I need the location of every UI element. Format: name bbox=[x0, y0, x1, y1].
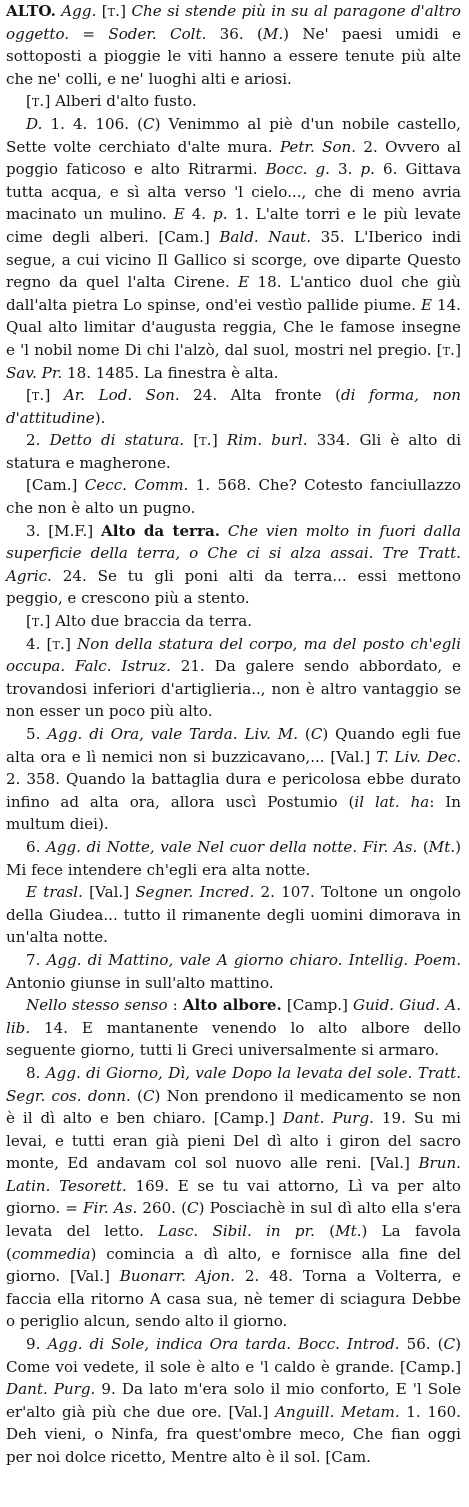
entry-text: 14. Qual alto limitar d'augusta reggia, Che le famose insegne e 'l nobil nome Di chi l'alzò, dal suol, mostri nel pregio. [ bbox=[6, 295, 461, 359]
entry-italic-text: il lat. ha bbox=[354, 792, 430, 811]
entry-text: 169. E se tu vai attorno, Lì va per alto giorno. = bbox=[6, 1176, 461, 1218]
entry-italic-text: p. bbox=[360, 160, 375, 179]
entry-text: 21. Da galere sendo abbordato, e trovandosi inferiori d'artiglieria.., non è altro vantaggio se non esser un poco più alto. bbox=[6, 657, 461, 721]
entry-text: [ bbox=[26, 92, 32, 111]
entry-paragraph bbox=[6, 994, 461, 1062]
entry-text: 2. 48. Torna a Volterra, e faccia ella ritorno A casa sua, nè temer di sciagura Debbe o periglio alcun, sendo alto il giorno. bbox=[6, 1267, 461, 1331]
entry-text: ] bbox=[44, 386, 64, 405]
entry-text: : bbox=[167, 996, 183, 1015]
entry-italic-text: C bbox=[443, 1335, 456, 1354]
entry-italic-text: Nello stesso senso bbox=[26, 996, 168, 1015]
source-tag: t. bbox=[442, 340, 456, 359]
entry-text: 18. 1485. La finestra è alta. bbox=[62, 363, 279, 382]
entry-text: 6. Gittava tutta acqua, e sì alta verso 'l cielo..., che di meno avria macinato un mulino. bbox=[6, 160, 461, 224]
entry-italic-text: T. Liv. Dec. bbox=[376, 747, 461, 766]
entry-italic-text: Guid. Giud. A. lib. bbox=[6, 996, 461, 1037]
entry-text: ) Ne' paesi umidi e sottoposti a pioggie le viti hanno a essere tenute più alte che ne' colli, e ne' luoghi alti e ariosi. bbox=[6, 24, 461, 88]
entry-text: 6. bbox=[26, 837, 46, 856]
entry-phrase-headword: Alto albore. bbox=[182, 996, 282, 1015]
entry-italic-text: Mt. bbox=[428, 837, 456, 856]
entry-italic-text: Bald. Naut. bbox=[219, 227, 312, 246]
entry-text: 5. bbox=[26, 725, 48, 743]
entry-italic-text: C bbox=[310, 725, 323, 743]
entry-italic-text: Soder. Colt. bbox=[108, 24, 207, 43]
entry-italic-text: Che vien molto in fuori dalla superficie della terra, o Che ci si alza assai. Tre Tratt. Agric. bbox=[6, 521, 461, 585]
entry-italic-text: E trasl. bbox=[26, 883, 83, 902]
entry-italic-text: E bbox=[420, 295, 432, 314]
entry-italic-text: M. bbox=[262, 24, 284, 43]
entry-text: ( bbox=[130, 1086, 143, 1105]
entry-text: 260. ( bbox=[137, 1199, 187, 1218]
entry-text: 3. [M.F.] bbox=[26, 521, 102, 540]
entry-text: 1. L'alte torri e le più levate cime degli alberi. [Cam.] bbox=[6, 205, 461, 246]
entry-italic-text: p. bbox=[213, 205, 228, 224]
entry-text: 14. E mantanente venendo lo alto albore dello seguente giorno, tutti li Greci universalmente si armaro. bbox=[6, 1018, 461, 1060]
entry-paragraph bbox=[6, 113, 461, 384]
entry-phrase-headword: Alto da terra. bbox=[101, 521, 220, 540]
source-tag: t. bbox=[31, 386, 45, 405]
entry-italic-text: Mt. bbox=[335, 1222, 362, 1241]
entry-text: 3. bbox=[329, 160, 361, 179]
source-tag: t. bbox=[31, 612, 45, 631]
entry-paragraph bbox=[6, 90, 461, 113]
source-tag: t. bbox=[107, 2, 121, 20]
source-tag: t. bbox=[31, 92, 45, 111]
entry-italic-text: Dant. Purg. bbox=[6, 1380, 96, 1399]
entry-text: ( bbox=[314, 1222, 336, 1241]
entry-italic-text: commedia bbox=[11, 1244, 91, 1263]
entry-italic-text: Ar. Lod. Son. bbox=[63, 386, 180, 405]
entry-text: ) Venimmo al piè d'un nobile castello, Sette volte cerchiato d'alte mura. bbox=[6, 114, 461, 156]
entry-text: ) Posciachè in sul dì alto ella s'era levata del letto. bbox=[6, 1199, 461, 1241]
entry-headword: ALTO. bbox=[6, 2, 56, 20]
entry-paragraph bbox=[6, 520, 461, 610]
entry-text bbox=[220, 522, 228, 540]
entry-text: ] bbox=[211, 431, 227, 450]
entry-italic-text: Lasc. Sibil. in pr. bbox=[158, 1222, 315, 1241]
entry-paragraph bbox=[6, 429, 461, 474]
entry-paragraph bbox=[6, 633, 461, 723]
entry-paragraph bbox=[6, 474, 461, 519]
entry-italic-text: Che si stende più in su al paragone d'altro oggetto. bbox=[6, 2, 461, 43]
entry-text: ). bbox=[94, 408, 106, 427]
entry-italic-text: Dant. Purg. bbox=[282, 1109, 374, 1128]
entry-text: 19. Su mi levai, e tutti eran già pieni Del dì alto i giron del sacro monte, Ed andavam col sol nuovo alle reni. [Val.] bbox=[6, 1109, 461, 1173]
entry-text: [Val.] bbox=[82, 883, 136, 902]
entry-italic-text: Agg. di Ora, vale Tarda. Liv. M. bbox=[47, 725, 299, 743]
entry-text: ) comincia a dì alto, e fornisce alla fine del giorno. [Val.] bbox=[6, 1244, 461, 1286]
entry-text: ) Non prendono il medicamento se non è il dì alto e ben chiaro. [Camp.] bbox=[6, 1086, 461, 1128]
entry-text: 4. bbox=[184, 205, 214, 224]
entry-paragraph bbox=[6, 384, 461, 429]
entry-italic-text: Buonarr. Ajon. bbox=[119, 1267, 235, 1286]
entry-text: [ bbox=[96, 2, 108, 20]
entry-text: ( bbox=[298, 725, 311, 743]
entry-italic-text: Non della statura del corpo, ma del posto ch'egli occupa. Falc. Istruz. bbox=[6, 634, 462, 676]
entry-italic-text: C bbox=[143, 114, 155, 133]
entry-italic-text: D. bbox=[26, 114, 43, 133]
entry-text: [Cam.] bbox=[26, 476, 85, 495]
entry-italic-text: Brun. Latin. Tesorett. bbox=[6, 1154, 461, 1195]
entry-italic-text: Agg. bbox=[61, 2, 97, 20]
entry-text: 1. 160. Deh vieni, o Ninfa, fra quest'ombre meco, Che fian oggi per noi dolce ricetto, Mentre alto è il sol. [Cam. bbox=[6, 1402, 461, 1466]
entry-text: ) Mi fece intendere ch'egli era alta notte. bbox=[6, 837, 462, 879]
entry-definition-main bbox=[6, 0, 461, 90]
entry-text: [ bbox=[26, 612, 32, 631]
entry-italic-text: Sav. Pr. bbox=[6, 363, 63, 382]
entry-italic-text: Petr. Son. bbox=[279, 137, 357, 156]
entry-italic-text: E bbox=[238, 273, 250, 292]
entry-paragraph bbox=[6, 1333, 461, 1469]
entry-text: 24. Alta fronte ( bbox=[179, 386, 341, 405]
entry-paragraph bbox=[6, 836, 461, 881]
entry-italic-text: Agg. di Mattino, vale A giorno chiaro. Intellig. Poem. bbox=[46, 950, 461, 969]
entry-text: 7. bbox=[26, 950, 47, 969]
entry-text: 1. 568. Che? Cotesto fanciullazzo che non è alto un pugno. bbox=[6, 476, 461, 518]
source-tag: t. bbox=[199, 431, 212, 450]
entry-text: ] bbox=[65, 634, 78, 653]
entry-text: [Camp.] bbox=[281, 996, 354, 1015]
entry-italic-text: Rim. burl. bbox=[226, 431, 308, 450]
entry-paragraph bbox=[6, 881, 461, 949]
entry-text: ( bbox=[417, 837, 429, 856]
source-tag: t. bbox=[52, 634, 65, 653]
entry-italic-text: Agg. di Notte, vale Nel cuor della notte. Fir. As. bbox=[45, 837, 418, 856]
entry-text: 36. ( bbox=[206, 24, 263, 43]
entry-italic-text: Anguill. Metam. bbox=[275, 1402, 400, 1421]
entry-text: 9. bbox=[26, 1335, 48, 1354]
entry-text: : In multum diei). bbox=[6, 792, 461, 834]
entry-paragraph bbox=[6, 723, 461, 836]
entry-text: [ bbox=[26, 386, 32, 405]
entry-text: 24. Se tu gli poni alti da terra... essi mettono peggio, e crescono più a stento. bbox=[6, 566, 461, 608]
entry-text: 2. Ovvero al poggio faticoso e alto Ritrarmi. bbox=[6, 137, 461, 179]
entry-text: ] bbox=[455, 340, 461, 359]
entry-text: 8. bbox=[26, 1063, 46, 1082]
entry-text: Antonio giunse in sull'alto mattino. bbox=[6, 973, 274, 992]
entry-text: ] Alto due braccia da terra. bbox=[44, 612, 253, 631]
entry-text: 18. L'antico duol che giù dall'alta pietra Lo spinse, ond'ei vestìo pallide piume. bbox=[6, 273, 461, 314]
entry-italic-text: Bocc. g. bbox=[265, 160, 330, 179]
entry-text: 2. 358. Quando la battaglia dura e pericolosa ebbe durato infino ad alta ora, allora uscì Postumio ( bbox=[6, 770, 461, 811]
entry-text: 9. Da lato m'era solo il mio conforto, E 'l Sole er'alto già più che due ore. [Val.] bbox=[6, 1380, 461, 1421]
entry-text: 334. Gli è alto di statura e magherone. bbox=[6, 431, 462, 472]
entry-italic-text: Agg. di Sole, indica Ora tarda. Bocc. Introd. bbox=[47, 1335, 400, 1354]
entry-italic-text: Detto di statura. bbox=[49, 431, 185, 450]
entry-italic-text: Fir. As. bbox=[83, 1199, 138, 1218]
entry-italic-text: C bbox=[142, 1086, 155, 1105]
entry-paragraph bbox=[6, 949, 461, 994]
entry-text: ) Quando egli fue alta ora e lì nemici non si buzzicavano,... [Val.] bbox=[6, 725, 461, 766]
entry-paragraph bbox=[6, 1062, 461, 1333]
entry-italic-text: Segner. Incred. bbox=[135, 883, 255, 902]
entry-text: 4. [ bbox=[26, 634, 53, 653]
entry-text: ) Come voi vedete, il sole è alto e 'l caldo è grande. [Camp.] bbox=[6, 1335, 461, 1376]
entry-text: = bbox=[69, 24, 109, 43]
entry-text: 56. ( bbox=[399, 1335, 444, 1354]
entry-italic-text: C bbox=[187, 1199, 199, 1218]
entry-italic-text: E bbox=[173, 205, 185, 224]
entry-text: 35. L'Iberico indi segue, a cui vicino Il Gallico si scorge, ove diparte Questo regno da quel l'alta Cirene. bbox=[6, 227, 462, 292]
entry-italic-text: di forma, non d'attitudine bbox=[6, 386, 462, 427]
entry-text: [ bbox=[184, 431, 200, 450]
entry-paragraph bbox=[6, 610, 461, 633]
entry-text: 2. 107. Toltone un ongolo della Giudea... tutto il rimanente degli uomini dimorava in un'alta notte. bbox=[6, 883, 462, 947]
entry-text: 1. 4. 106. ( bbox=[42, 114, 144, 133]
entry-text: 2. bbox=[26, 431, 50, 450]
entry-text: ] Alberi d'alto fusto. bbox=[44, 92, 197, 111]
entry-italic-text: Cecc. Comm. bbox=[84, 476, 189, 495]
entry-text: ] bbox=[120, 2, 132, 20]
entry-text: ) La favola ( bbox=[6, 1222, 461, 1263]
entry-italic-text: Agg. di Giorno, Dì, vale Dopo la levata del sole. Tratt. Segr. cos. donn. bbox=[6, 1063, 461, 1105]
